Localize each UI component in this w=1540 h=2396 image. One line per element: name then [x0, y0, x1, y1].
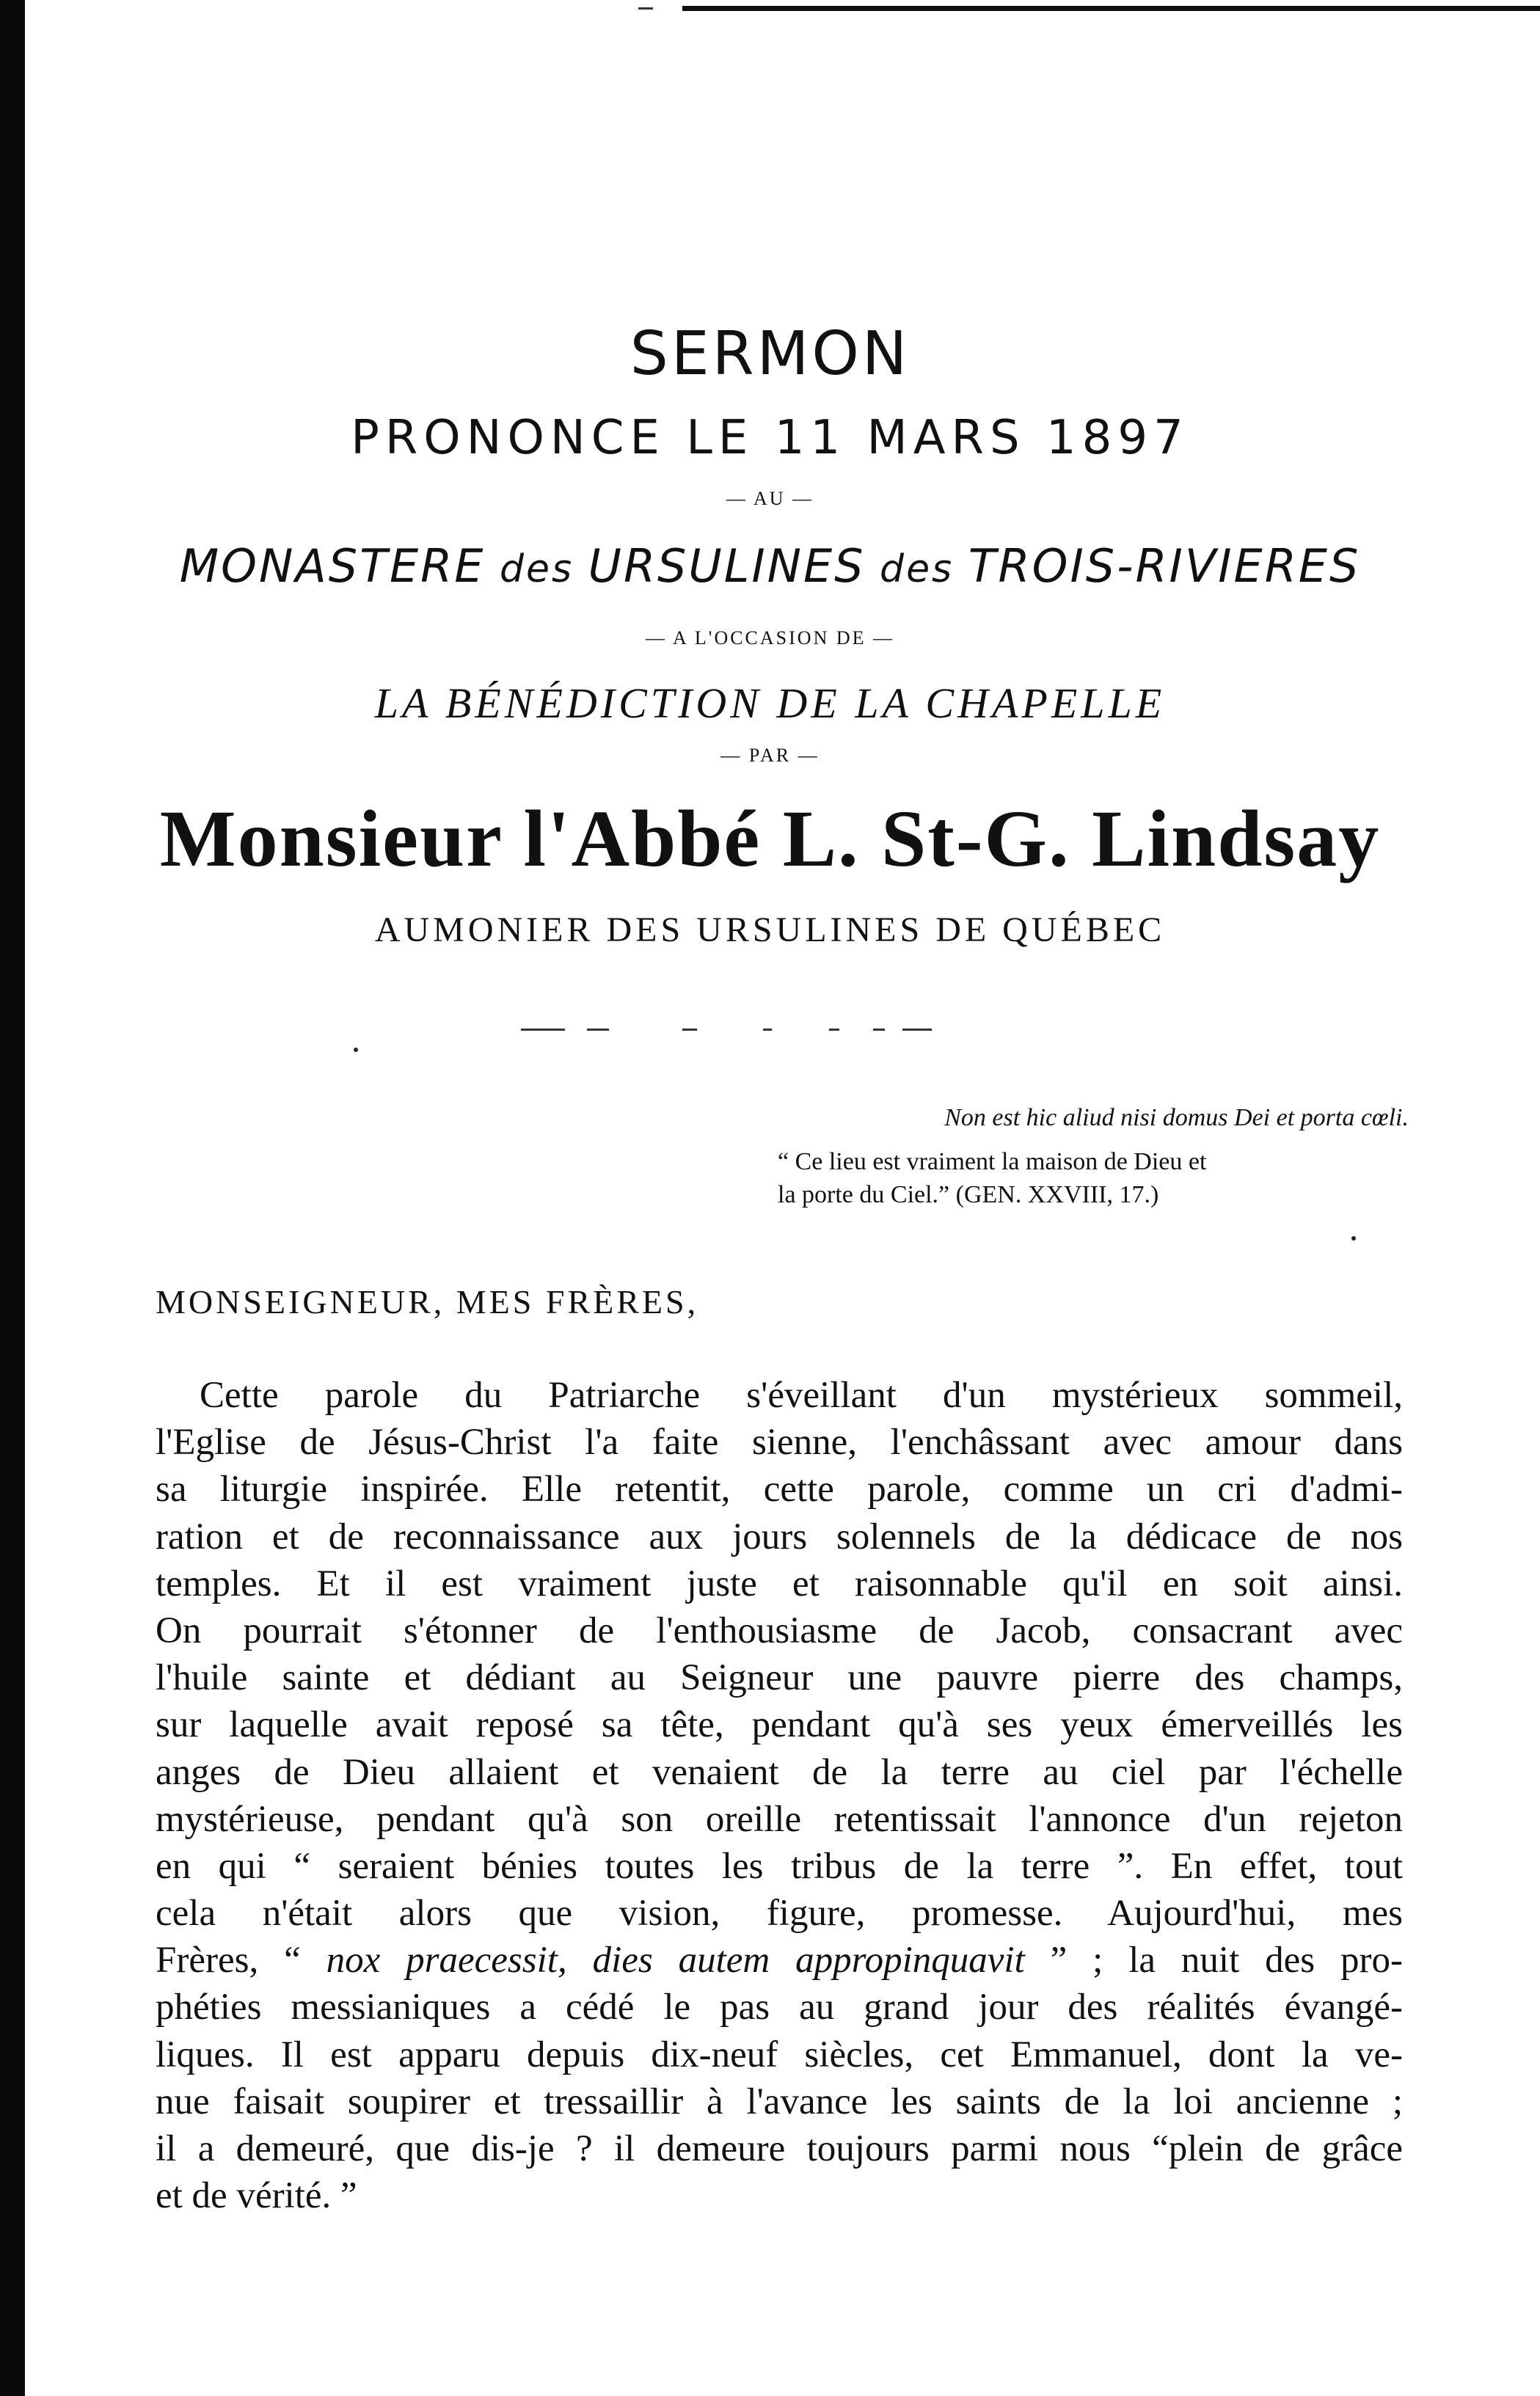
salutation: MONSEIGNEUR, MES FRÈRES, [156, 1283, 699, 1321]
body-line: en qui “ seraient bénies toutes les tribus de la terre ”. En effet, tout [156, 1845, 1403, 1887]
body-line: mystérieuse, pendant qu'à son oreille retentissait l'annonce d'un rejeton [156, 1798, 1403, 1840]
monastery-name [0, 539, 1540, 593]
body-line [156, 1937, 1403, 1984]
body-line: anges de Dieu allaient et venaient de la terre au ciel par l'échelle [156, 1751, 1403, 1793]
body-line: cela n'était alors que vision, figure, promesse. Aujourd'hui, mes [156, 1893, 1403, 1935]
separator-occasion: — A L'OCCASION DE — [645, 627, 895, 649]
sermon-title: SERMON [629, 319, 911, 389]
body-line: et de vérité. ” [156, 2175, 357, 2217]
body-line: il a demeuré, que dis-je ? il demeure toujours parmi nous “plein de grâce [156, 2128, 1403, 2169]
author-role: AUMONIER DES URSULINES DE QUÉBEC [374, 910, 1166, 949]
body-fragment: Frères, “ [156, 1940, 326, 1982]
occasion-title: LA BÉNÉDICTION DE LA CHAPELLE [374, 679, 1166, 727]
scan-mark [638, 7, 653, 10]
body-line: nue faisait soupirer et tressaillir à l'avance les saints de la loi ancienne ; [156, 2081, 1403, 2122]
epigraph-french-line1: “ Ce lieu est vraiment la maison de Dieu et [778, 1148, 1207, 1175]
section-divider [521, 1029, 932, 1031]
monastery-des-2: des [865, 547, 968, 591]
monastery-des-1: des [485, 547, 588, 591]
body-line: phéties messianiques a cédé le pas au grand jour des réalités évangé- [156, 1987, 1403, 2028]
monastery-word: MONASTERE [179, 539, 486, 593]
latin-quote: nox praecessit, dies autem appropinquavit [326, 1940, 1025, 1982]
body-line: ration et de reconnaissance aux jours solennels de la dédicace de nos [156, 1516, 1403, 1557]
body-line: Cette parole du Patriarche s'éveillant d'un mystérieux sommeil, [200, 1375, 1403, 1416]
epigraph-latin: Non est hic aliud nisi domus Dei et porta cœli. [944, 1104, 1409, 1131]
scan-speck [354, 1048, 358, 1052]
separator-par: — PAR — [720, 745, 820, 766]
body-line: l'Eglise de Jésus-Christ l'a faite sienne, l'enchâssant avec amour dans [156, 1422, 1403, 1464]
sermon-body [156, 1372, 1403, 2219]
body-line: sur laquelle avait reposé sa tête, pendant qu'à ses yeux émerveillés les [156, 1704, 1403, 1746]
sermon-date: PRONONCE LE 11 MARS 1897 [351, 411, 1189, 465]
body-line: liques. Il est apparu depuis dix-neuf siècles, cet Emmanuel, dont la ve- [156, 2034, 1403, 2075]
ursulines-word: URSULINES [588, 539, 866, 593]
separator-au: — AU — [726, 488, 814, 509]
body-line: On pourrait s'étonner de l'enthousiasme de Jacob, consacrant avec [156, 1610, 1403, 1651]
top-rule [682, 6, 1540, 11]
body-fragment: ” ; la nuit des pro- [1024, 1940, 1403, 1982]
city-word: TROIS-RIVIERES [968, 539, 1361, 593]
author-name: Monsieur l'Abbé L. St-G. Lindsay [159, 794, 1381, 883]
body-line: sa liturgie inspirée. Elle retentit, cette parole, comme un cri d'admi- [156, 1469, 1403, 1511]
epigraph-french-line2: la porte du Ciel.” (GEN. XXVIII, 17.) [778, 1181, 1159, 1208]
body-line: l'huile sainte et dédiant au Seigneur une pauvre pierre des champs, [156, 1657, 1403, 1699]
body-line: temples. Et il est vraiment juste et raisonnable qu'il en soit ainsi. [156, 1563, 1403, 1604]
scan-speck [1351, 1236, 1356, 1241]
